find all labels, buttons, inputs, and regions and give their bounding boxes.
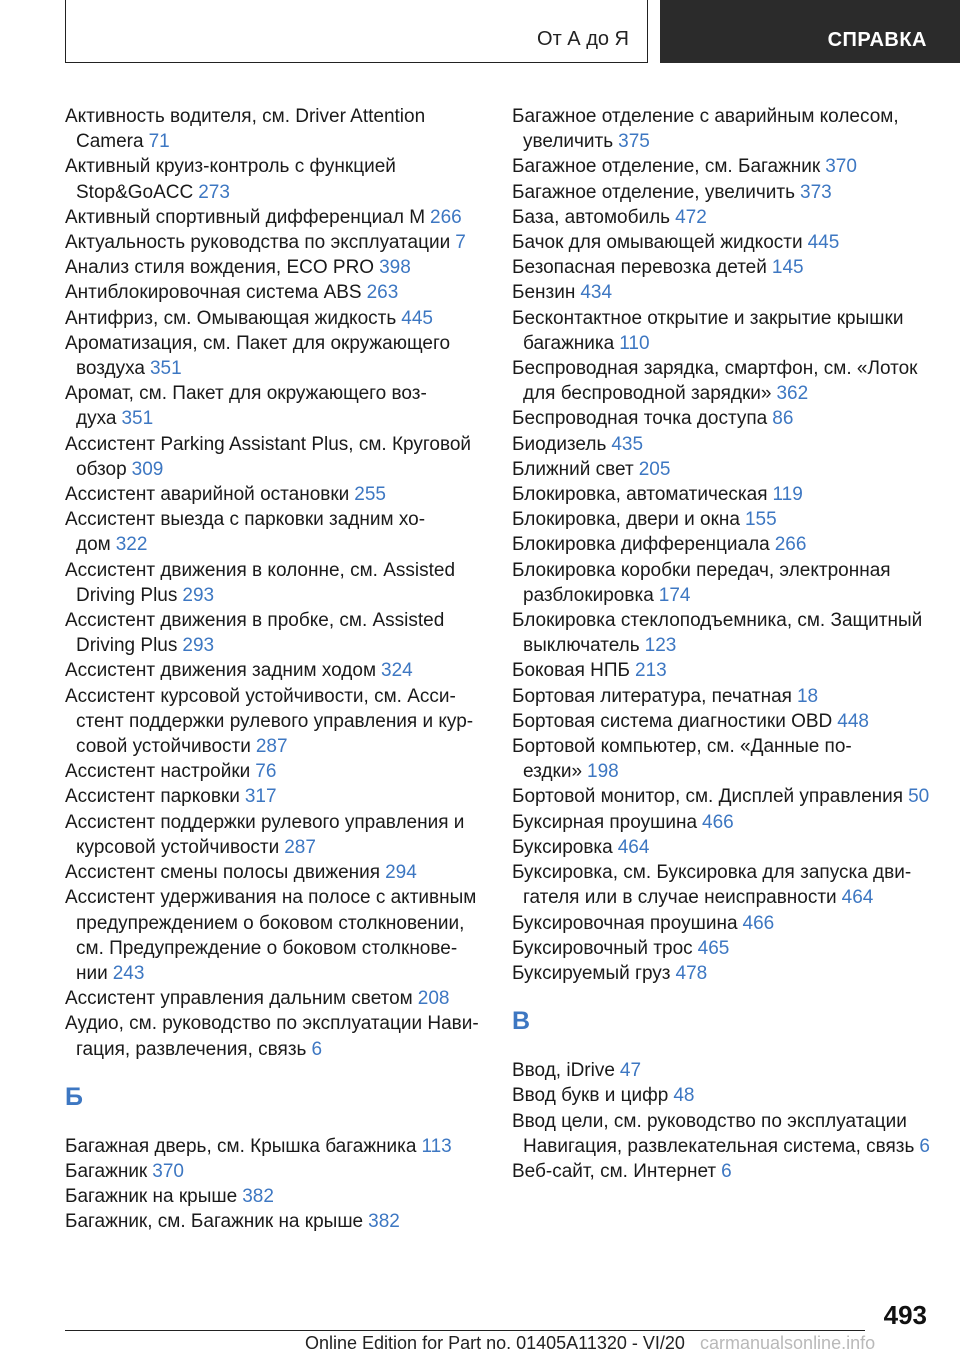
entry-text: Бортовая литература, печатная [512, 685, 792, 707]
page-link[interactable]: 465 [697, 937, 730, 959]
entry-text: Активный круиз-контроль с функцией Stop&GoACC [65, 156, 396, 203]
entry-text: База, автомобиль [512, 206, 671, 228]
page-link[interactable]: 243 [112, 962, 145, 984]
page-link[interactable]: 155 [744, 509, 777, 531]
entry-text: Ассистент поддержки рулевого управления и курсовой устойчивости [65, 811, 465, 858]
page-link[interactable]: 123 [644, 635, 677, 657]
entry-text: Бачок для омывающей жидкости [512, 232, 803, 254]
index-entry [512, 255, 932, 280]
page-link[interactable]: 71 [148, 131, 170, 153]
footer-divider [65, 1330, 865, 1331]
index-entry [65, 658, 485, 683]
entry-text: Аудио, см. руководство по эксплуатации Навигация, развлечения, связь [65, 1013, 479, 1060]
page-link[interactable]: 375 [618, 131, 650, 153]
entry-text: Беспроводная точка доступа [512, 408, 768, 430]
index-entry [65, 507, 485, 557]
page-link[interactable]: 351 [149, 358, 182, 380]
page-link[interactable]: 287 [255, 736, 288, 758]
entry-text: Багажник на крыше [65, 1186, 238, 1208]
entry-text: Актуальность руководства по эксплуатации [65, 232, 451, 254]
index-entry [65, 810, 485, 860]
page-link[interactable]: 464 [617, 836, 650, 858]
page-link[interactable]: 293 [182, 635, 215, 657]
page-link[interactable]: 7 [455, 232, 466, 254]
tab-a-ya[interactable]: От А до Я [537, 28, 629, 50]
page-link[interactable]: 466 [702, 811, 734, 833]
header-active-tab [660, 0, 960, 63]
index-entry [65, 684, 485, 760]
entry-text: Антифриз, см. Омывающая жидкость [65, 307, 397, 329]
page-link[interactable]: 263 [366, 282, 399, 304]
page-link[interactable]: 6 [311, 1038, 323, 1060]
index-entry [512, 507, 932, 532]
entry-text: Боковая НПБ [512, 660, 630, 682]
index-entry [512, 306, 932, 356]
page-link[interactable]: 362 [776, 383, 809, 405]
page-link[interactable]: 76 [255, 761, 277, 783]
page-link[interactable]: 434 [580, 282, 613, 304]
tab-spravka[interactable]: СПРАВКА [827, 29, 927, 51]
page-link[interactable]: 273 [198, 181, 230, 203]
entry-text: Бесконтактное открытие и закрытие крышки багажника [512, 307, 904, 354]
index-entry [65, 104, 485, 154]
page-link[interactable]: 266 [774, 534, 807, 556]
entry-text: Багажник, см. Багажник на крыше [65, 1211, 364, 1233]
index-entry [65, 482, 485, 507]
entry-text: Багажное отделение с аварийным колесом, увеличить [512, 106, 899, 153]
page-link[interactable]: 317 [244, 786, 277, 808]
index-entry [512, 734, 932, 784]
entry-text: Ароматизация, см. Пакет для окружающего воздуха [65, 332, 451, 380]
page-link[interactable]: 208 [417, 988, 450, 1010]
index-column-right [512, 104, 932, 1184]
page-link[interactable]: 6 [721, 1160, 732, 1182]
entry-text: Ввод букв и цифр [512, 1085, 669, 1107]
entry-text: Ассистент движения задним ходом [65, 660, 377, 682]
entry-text: Блокировка дифференциала [512, 534, 770, 556]
index-entry [512, 608, 932, 658]
entry-text: Блокировка стеклоподъемника, см. Защитный выключатель [512, 610, 923, 657]
index-entry [65, 230, 485, 255]
index-column-left [65, 104, 485, 1235]
entry-text: Ассистент удерживания на полосе с активным предупреждением о боковом столкновении, см. Предупреждение о боковом столкновении [65, 887, 477, 984]
entry-text: Ассистент смены полосы движения [65, 862, 381, 884]
index-entry [512, 860, 932, 910]
page-link[interactable]: 266 [430, 206, 462, 228]
entry-text: Безопасная перевозка детей [512, 257, 767, 279]
entry-text: Бензин [512, 282, 576, 304]
page-link[interactable]: 287 [284, 836, 316, 858]
page-link[interactable]: 398 [379, 257, 411, 279]
page-link[interactable]: 448 [837, 710, 869, 732]
index-entry [512, 154, 932, 179]
entries-v [512, 1058, 932, 1184]
page-link[interactable]: 48 [673, 1085, 695, 1107]
index-entry [65, 1159, 485, 1184]
entry-text: Багажник [65, 1160, 148, 1182]
index-entry [512, 558, 932, 608]
entry-text: Беспроводная зарядка, смартфон, см. «Лоток для беспроводной зарядки» [512, 358, 918, 405]
index-entry [65, 432, 485, 482]
page-link[interactable]: 145 [771, 257, 804, 279]
page-link[interactable]: 478 [675, 962, 708, 984]
index-entry [512, 1109, 932, 1159]
index-entry [65, 558, 485, 608]
index-entry [512, 1159, 932, 1184]
index-entry [512, 684, 932, 709]
entry-text: Багажная дверь, см. Крышка багажника [65, 1135, 417, 1157]
page-link[interactable]: 47 [619, 1060, 642, 1082]
entry-text: Бортовая система диагностики OBD [512, 710, 833, 732]
index-entry [512, 658, 932, 683]
index-entry [65, 205, 485, 230]
index-entry [512, 961, 932, 986]
entry-text: Ассистент курсовой устойчивости, см. Ассистент поддержки рулевого управления и курсовой устойчивости [65, 685, 474, 758]
index-entry [512, 457, 932, 482]
watermark: carmanualsonline.info [700, 1333, 876, 1353]
index-entry [512, 280, 932, 305]
page-link[interactable]: 50 [908, 786, 930, 808]
entry-text: Буксировка [512, 836, 613, 858]
entry-text: Ассистент движения в пробке, см. Assisted Driving Plus [65, 610, 445, 657]
page-link[interactable]: 113 [421, 1135, 452, 1157]
page-link[interactable]: 119 [772, 484, 803, 506]
index-entry [65, 1011, 485, 1061]
entry-text: Ввод, iDrive [512, 1060, 615, 1082]
page-link[interactable]: 370 [825, 156, 857, 178]
index-entry [65, 306, 485, 331]
index-entry [512, 432, 932, 457]
index-entry [65, 255, 485, 280]
page-link[interactable]: 255 [354, 484, 386, 506]
page-link[interactable]: 174 [658, 584, 691, 606]
index-entry [512, 936, 932, 961]
index-entry [512, 205, 932, 230]
entry-text: Ассистент настройки [65, 761, 251, 783]
page-link[interactable]: 324 [381, 660, 413, 682]
page-link[interactable]: 445 [807, 232, 840, 254]
index-entry [65, 1184, 485, 1209]
entry-text: Аромат, см. Пакет для окружающего воздуха [65, 383, 427, 430]
index-entry [512, 1083, 932, 1108]
entry-text: Бортовой монитор, см. Дисплей управления [512, 786, 904, 808]
entry-text: Буксировка, см. Буксировка для запуска двигателя или в случае неисправности [512, 862, 912, 909]
index-entry [65, 331, 485, 381]
entries-b-continued [512, 104, 932, 986]
entry-text: Буксирная проушина [512, 811, 698, 833]
index-entry [512, 810, 932, 835]
page-link[interactable]: 351 [121, 408, 154, 430]
section-letter-v: В [512, 1007, 531, 1036]
page-link[interactable]: 110 [619, 332, 650, 354]
entry-text: Багажное отделение, увеличить [512, 181, 795, 203]
entry-text: Блокировка коробки передач, электронная разблокировка [512, 559, 891, 606]
page-link[interactable]: 18 [796, 685, 819, 707]
entry-text: Блокировка, автоматическая [512, 484, 768, 506]
entry-text: Ассистент управления дальним светом [65, 988, 413, 1010]
page-number: 493 [883, 1300, 927, 1330]
page-link[interactable]: 294 [385, 862, 417, 884]
entry-text: Ассистент выезда с парковки задним ходом [65, 509, 426, 556]
entries-b [65, 1134, 485, 1235]
entry-text: Ассистент аварийной остановки [65, 484, 350, 506]
entries-a [65, 104, 485, 1062]
index-entry [512, 532, 932, 557]
entry-text: Буксировочный трос [512, 937, 693, 959]
index-entry [512, 911, 932, 936]
index-entry [65, 1209, 485, 1234]
page-link[interactable]: 309 [131, 458, 164, 480]
section-letter-b: Б [65, 1082, 83, 1111]
index-entry [512, 356, 932, 406]
page-link[interactable]: 382 [368, 1211, 400, 1233]
header-tab-box [65, 0, 648, 63]
index-entry [65, 280, 485, 305]
page-link[interactable]: 6 [919, 1135, 930, 1157]
index-entry [512, 709, 932, 734]
page-link[interactable]: 198 [587, 761, 619, 783]
index-entry [512, 1058, 932, 1083]
index-entry [65, 759, 485, 784]
page-link[interactable]: 293 [182, 584, 215, 606]
page-link[interactable]: 435 [611, 433, 644, 455]
index-entry [512, 406, 932, 431]
index-entry [65, 381, 485, 431]
index-entry [65, 885, 485, 986]
page-link[interactable]: 86 [772, 408, 794, 430]
entry-text: Ассистент движения в колонне, см. Assisted Driving Plus [65, 559, 456, 606]
entry-text: Буксировочная проушина [512, 912, 738, 934]
page-link[interactable]: 382 [242, 1186, 274, 1208]
page-link[interactable]: 373 [800, 181, 832, 203]
entry-text: Блокировка, двери и окна [512, 509, 740, 531]
index-entry [65, 986, 485, 1011]
index-entry [65, 1134, 485, 1159]
index-entry [65, 154, 485, 204]
page-link[interactable]: 466 [742, 912, 775, 934]
entry-text: Активный спортивный дифференциал M [65, 206, 426, 228]
entry-text: Буксируемый груз [512, 962, 671, 984]
footer-edition: Online Edition for Part no. 01405A11320 - VI/20 [305, 1333, 685, 1353]
index-entry [65, 860, 485, 885]
page-link[interactable]: 213 [635, 660, 667, 682]
entry-text: Ассистент парковки [65, 786, 240, 808]
entry-text: Бортовой компьютер, см. «Данные поездки» [512, 736, 852, 783]
index-entry [65, 784, 485, 809]
index-entry [65, 608, 485, 658]
entry-text: Ассистент Parking Assistant Plus, см. Круговой обзор [65, 433, 472, 480]
index-entry [512, 784, 932, 809]
entry-text: Веб-сайт, см. Интернет [512, 1160, 717, 1182]
entry-text: Багажное отделение, см. Багажник [512, 156, 821, 178]
index-entry [512, 835, 932, 860]
index-entry [512, 104, 932, 154]
page-link[interactable]: 370 [152, 1160, 184, 1182]
entry-text: Анализ стиля вождения, ECO PRO [65, 257, 375, 279]
page-link[interactable]: 472 [675, 206, 707, 228]
entry-text: Биодизель [512, 433, 607, 455]
index-entry [512, 230, 932, 255]
entry-text: Ввод цели, см. руководство по эксплуатации Навигация, развлекательная система, связь [512, 1110, 915, 1157]
index-entry [512, 482, 932, 507]
entry-text: Активность водителя, см. Driver Attention Camera [65, 106, 426, 153]
page-link[interactable]: 205 [638, 458, 671, 480]
entry-text: Ближний свет [512, 458, 634, 480]
page-link[interactable]: 464 [841, 887, 874, 909]
index-entry [512, 180, 932, 205]
entry-text: Антиблокировочная система ABS [65, 282, 362, 304]
page-link[interactable]: 445 [401, 307, 433, 329]
page-link[interactable]: 322 [115, 534, 148, 556]
